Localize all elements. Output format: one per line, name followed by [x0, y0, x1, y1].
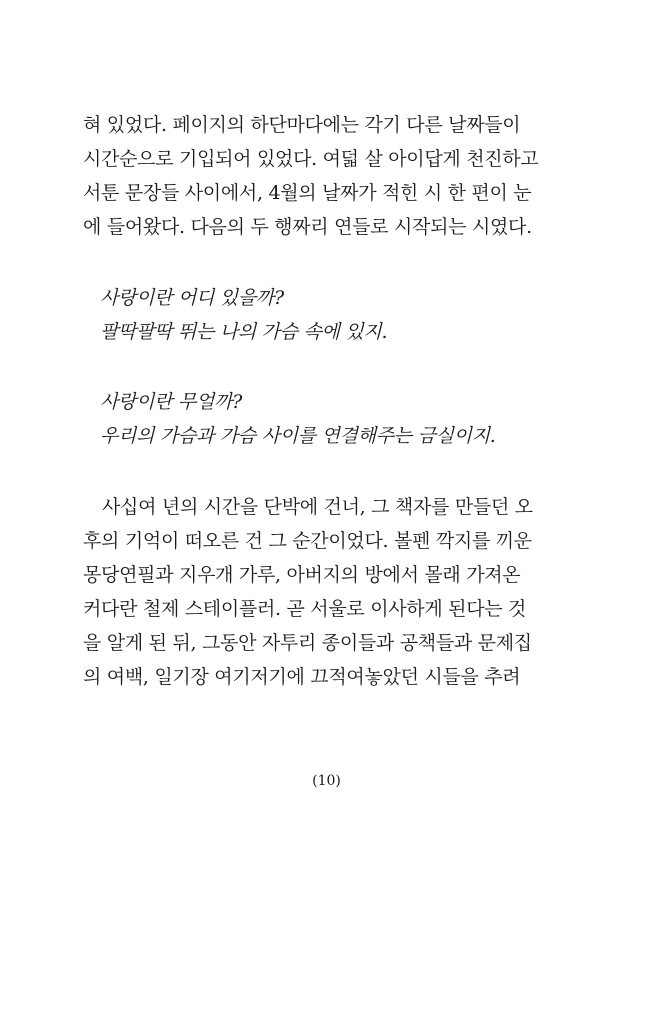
poem-stanza-1 — [100, 281, 560, 349]
poem-line: 사랑이란 어디 있을까? — [100, 287, 284, 309]
text-line: 커다란 철제 스테이플러. 곧 서울로 이사하게 된다는 것 — [83, 598, 527, 620]
text-line: 서툰 문장들 사이에서, 4월의 날짜가 적힌 시 한 편이 눈 — [83, 182, 532, 204]
text-line: 혀 있었다. 페이지의 하단마다에는 각기 다른 날짜들이 — [83, 114, 521, 136]
page-number: (10) — [312, 773, 341, 789]
text-line: 을 알게 된 뒤, 그동안 자투리 종이들과 공책들과 문제집 — [83, 632, 532, 654]
poem-line: 사랑이란 무얼까? — [100, 391, 243, 413]
paragraph-1 — [83, 108, 559, 244]
text-line: 몽당연필과 지우개 가루, 아버지의 방에서 몰래 가져온 — [83, 564, 521, 586]
poem-line: 팔딱팔딱 뛰는 나의 가슴 속에 있지. — [100, 321, 388, 343]
poem-stanza-2 — [100, 385, 560, 453]
poem-line: 우리의 가슴과 가슴 사이를 연결해주는 금실이지. — [100, 425, 496, 447]
text-line: 후의 기억이 떠오른 건 그 순간이었다. 볼펜 깍지를 끼운 — [83, 530, 532, 552]
text-line: 사십여 년의 시간을 단박에 건너, 그 책자를 만들던 오 — [102, 496, 533, 518]
text-line: 시간순으로 기입되어 있었다. 여덟 살 아이답게 천진하고 — [83, 148, 539, 170]
text-line: 의 여백, 일기장 여기저기에 끄적여놓았던 시들을 추려 — [83, 666, 521, 688]
text-line: 에 들어왔다. 다음의 두 행짜리 연들로 시작되는 시였다. — [83, 216, 532, 238]
paragraph-2 — [83, 490, 559, 694]
